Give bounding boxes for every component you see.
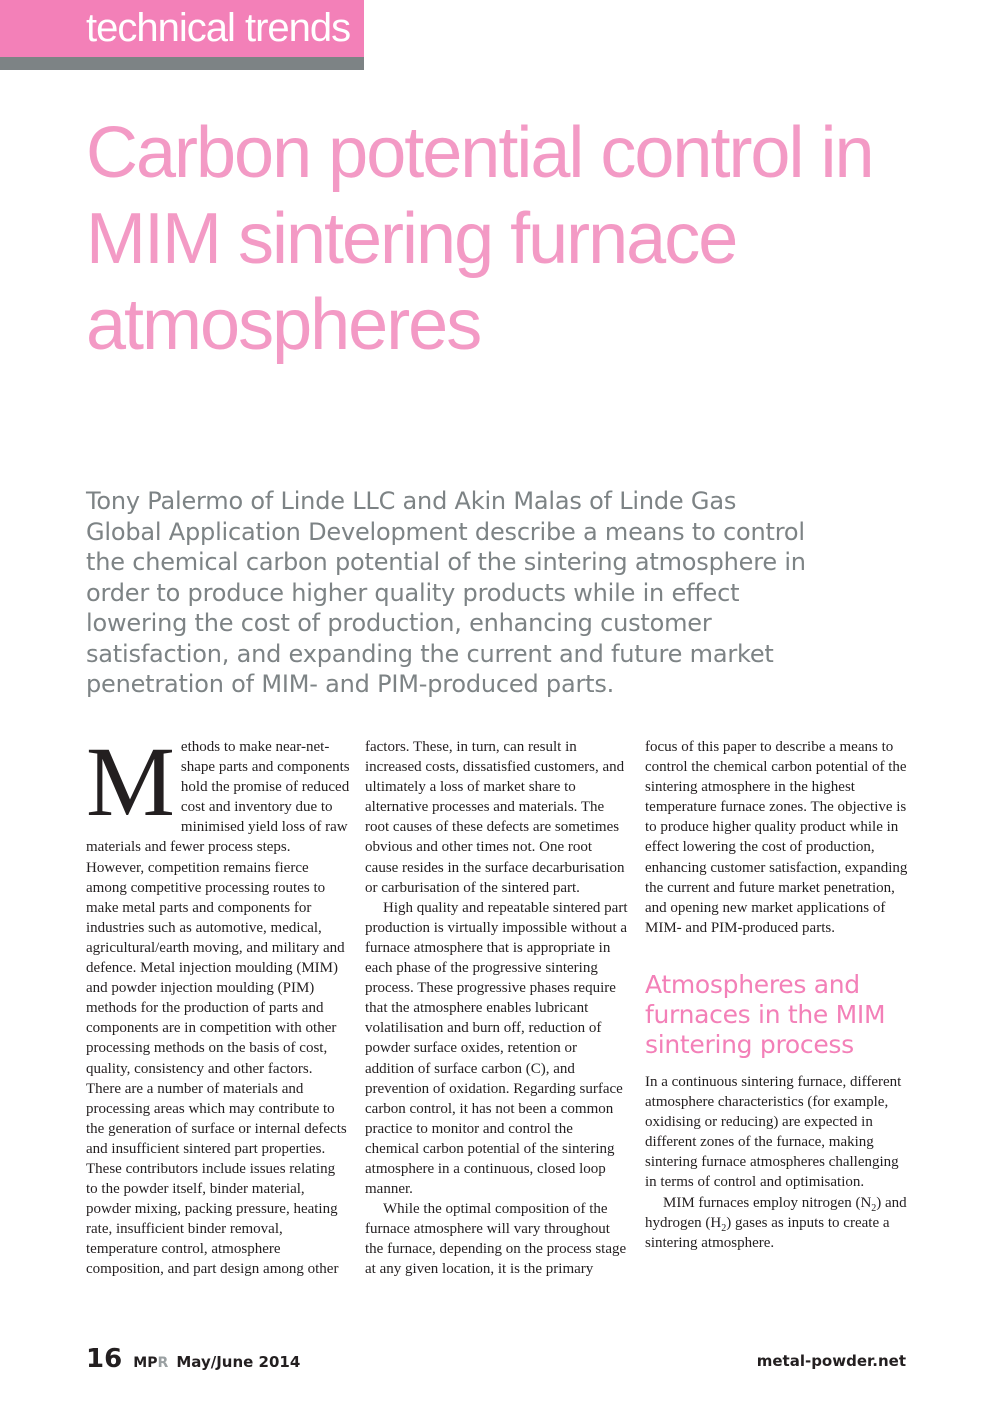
body-column-2 (365, 737, 629, 1280)
body-paragraph-2: High quality and repeatable sintered part production is virtually impossible without a furnace atmosphere that is appropriate in each phase of the progressive sintering process. These progressive phases require that the atmosphere enables lubricant volatilisation and burn off, reduction of powder surface oxides, retention or addition of surface carbon (C), and prevention of oxidation. Regarding surface carbon control, it has not been a common practice to monitor and control the chemical carbon potential of the sintering atmosphere in a continuous, closed loop manner. (365, 899, 628, 1198)
drop-cap: M (86, 726, 175, 837)
body-paragraph-4: In a continuous sintering furnace, different atmosphere characteristics (for example, oxidising or reducing) are expected in different zones of the furnace, making sintering furnace atmospheres challenging in terms of control and optimisation. (645, 1073, 902, 1191)
body-paragraph-1-continued: factors. These, in turn, can result in increased costs, dissatisfied customers, and ultimately a loss of market share to alternative processes and materials. The root causes of these defects are sometimes obvious and other times not. One root cause resides in the surface decarburisation or carburisation of the sintered part. (365, 739, 625, 896)
body-column-1 (86, 726, 350, 1280)
page-number: 16 (86, 1344, 123, 1374)
section-subheading: Atmospheres and furnaces in the MIM sintering process (645, 969, 886, 1059)
body-paragraph-3-continued: focus of this paper to describe a means to control the chemical carbon potential of the sintering atmosphere in the highest temperature furnace zones. The objective is to produce higher quality product while in effect lowering the cost of production, enhancing customer satisfaction, expanding the current and future market penetration, and opening new market applications of MIM- and PIM-produced parts. (645, 739, 908, 936)
body-paragraph-1 (86, 726, 350, 1280)
section-label: technical trends (86, 6, 351, 50)
body-paragraph-3: While the optimal composition of the furnace atmosphere will vary throughout the furnace, depending on the process stage at any given location, it is the primary (365, 1201, 627, 1278)
website-link[interactable]: metal-powder.net (756, 1352, 906, 1370)
article-title: Carbon potential control in MIM sintering furnace atmospheres (86, 113, 873, 365)
body-paragraph-5: MIM furnaces employ nitrogen $(N_2)$ and hydrogen $(H_2)$ gases as inputs to create a sintering atmosphere. (645, 1194, 907, 1251)
page-footer (86, 1344, 300, 1374)
article-standfirst: Tony Palermo of Linde LLC and Akin Malas of Linde Gas Global Application Development describe a means to control the chemical carbon potential of the sintering atmosphere in order to produce higher quality products while in effect lowering the cost of production, enhancing customer satisfaction, and expanding the current and future market penetration of MIM- and PIM-produced parts. (86, 487, 806, 698)
section-tag-rule (0, 57, 364, 70)
body-paragraph-1-text: ethods to make near-net-shape parts and components hold the promise of reduced cost and inventory due to minimised yield loss of raw materials and fewer process steps. However, competition remains fierce among competitive processing routes to make metal parts and components for industries such as automotive, medical, agricultural/earth moving, and military and defence. Metal injection moulding (MIM) and powder injection moulding (PIM) methods for the production of parts and components are in competition with other processing methods on the basis of cost, quality, consistency and other factors. There are a number of materials and processing areas which may contribute to the generation of surface or internal defects and insufficient sintered part properties. These contributors include issues relating to the powder itself, binder material, powder mixing, packing pressure, heating rate, insufficient binder removal, temperature control, atmosphere composition, and part design among other (86, 739, 350, 1278)
body-column-3 (645, 737, 909, 1253)
mpr-logo: MPR (133, 1355, 169, 1371)
issue-date: May/June 2014 (176, 1353, 301, 1371)
section-tag (0, 0, 364, 57)
